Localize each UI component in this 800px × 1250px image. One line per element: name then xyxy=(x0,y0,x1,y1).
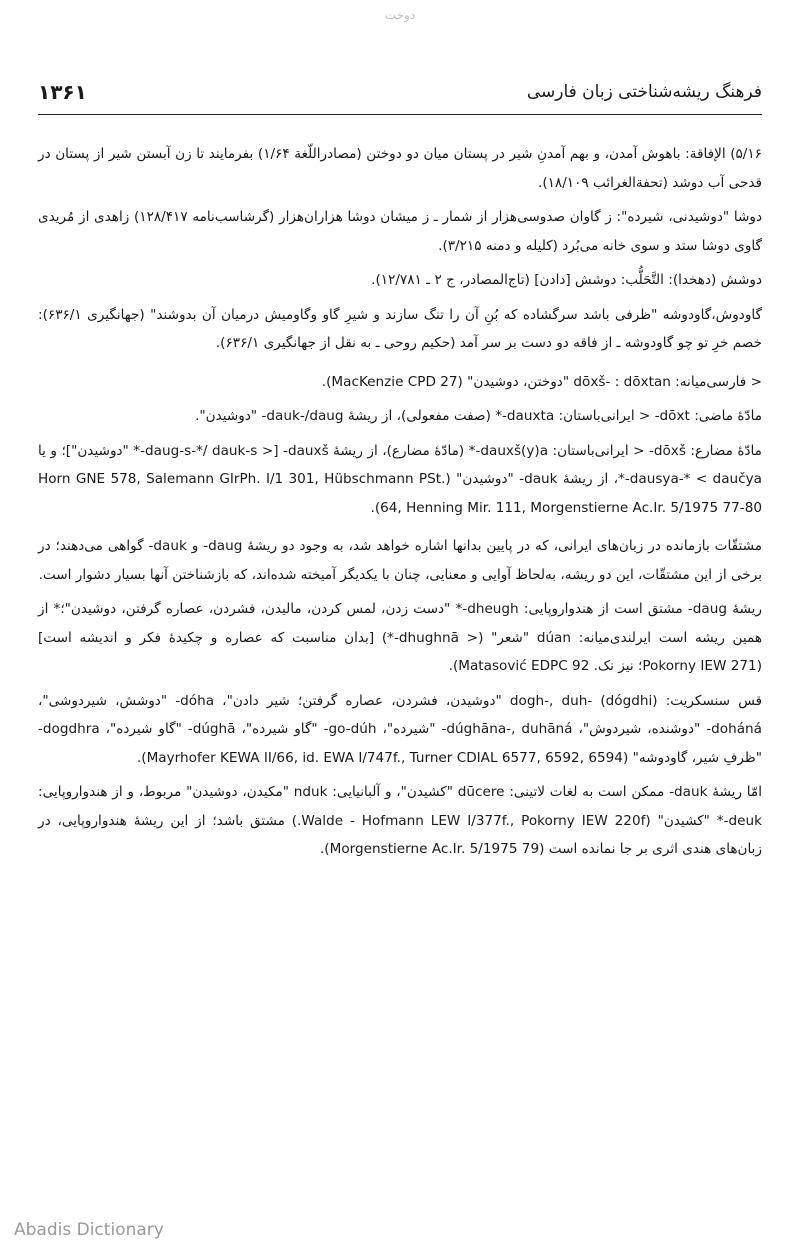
page-header xyxy=(38,80,762,106)
page-number: ۱۳۶۱ xyxy=(38,80,87,104)
running-title: فرهنگ ریشه‌شناختی زبان فارسی xyxy=(526,82,762,102)
dictionary-entry-body xyxy=(38,140,762,870)
entry-paragraph-derivatives: مشتقّات بازمانده در زبان‌های ایرانی، که در پایین بدانها اشاره خواهد شد، به وجود دو ریشهٔ daug- و dauk- گواهی می‌دهند؛ در برخی از این مشتقّات، این دو ریشه، به‌لحاظ آوایی و معنایی، چنان با یکدیگر آمیخته شده‌اند، که بازشناختن آنها بسیار دشوار است. xyxy=(38,538,762,583)
header-rule xyxy=(38,114,762,115)
entry-paragraph-dosha: دوشا "دوشیدنی، شیرده": ز گاوان صدوسی‌هزار از شمار ـ ز میشان دوشا هزاران‌هزار (گرشاسب‌نامه ۱۲۸/۴۱۷) زاهدی از مُریدی گاوی دوشا ستد و سوی خانه می‌بُرد (کلیله و دمنه ۳/۲۱۵). xyxy=(38,209,763,254)
top-watermark: دوخت xyxy=(384,8,416,22)
entry-paragraph-doshesh: دوشش (دهخدا): التَّحَلُّب: دوشش [دادن] (تاج‌المصادر، ج ۲ ـ ۱۲/۷۸۱). xyxy=(371,272,762,288)
entry-paragraph-present-stem: مادّهٔ مضارع: dōxš- < ایرانی‌باستان: dauxš(y)a-* (مادّهٔ مضارع)، از ریشهٔ dauxš- [< daug-s-*/ dauk-s-* "دوشیدن"]؛ و یا dausya-* < daučya-*، از ریشهٔ dauk- "دوشیدن" (Horn GNE 578, Salemann GIrPh. I/1 301, Hübschmann PSt. 64, Henning Mir. 111, Morgenstierne Ac.Ir. 5/1975 77-80). xyxy=(38,442,762,516)
entry-paragraph-gavdosh: گاودوش،گاودوشه "ظرفی باشد سرگشاده که بُنِ آن را تنگ سازند و شیرِ گاو وگاومیش درمیان آن بدوشند" (جهانگیری ۶۳۶/۱): خصم خرِ تو چو گاودوشه ـ از فاقه دو دست بر سر آمد (حکیم روحی ـ به نقل از جهانگیری ۶۳۶/۱). xyxy=(38,306,762,351)
entry-paragraph-past-stem: مادّهٔ ماضی: dōxt- < ایرانی‌باستان: dauxta-* (صفت مفعولی)، از ریشهٔ dauk-/daug- "دوشیدن". xyxy=(195,408,762,424)
entry-paragraph-dauk-root: امّا ریشهٔ dauk- ممکن است به لغات لاتینی: dūcere "کشیدن"، و آلبانیایی: nduk "مکیدن، دوشیدن" مربوط، و از هندواروپایی: deuk-* "کشیدن" (Walde - Hofmann LEW I/377f., Pokorny IEW 220f.) مشتق باشد؛ از این ریشهٔ هندواروپایی، در زبان‌های هندی اثری بر جا نمانده است (Morgenstierne Ac.Ir. 5/1975 79). xyxy=(38,784,762,857)
entry-paragraph-sanskrit: قس سنسکریت: dogh-, duh- (dógdhi) "دوشیدن، فشردن، عصاره گرفتن؛ شیر دادن"، dóha- "دوشش، شیردوشی"، doháná- "دوشنده، شیردوش"، dúghāna-, duhāná- "شیرده"، go-dúh- "گاو شیرده"، dúghā- "گاو شیرده"، dogdhra- "ظرفِ شیر، گاودوشه" (Mayrhofer KEWA II/66, id. EWA I/747f., Turner CDIAL 6577, 6592, 6594). xyxy=(38,692,763,766)
entry-paragraph-middle-persian: < فارسی‌میانه: dōxš- : dōxtan "دوختن، دوشیدن" (MacKenzie CPD 27). xyxy=(321,373,762,390)
entry-paragraph-1: ۵/۱۶) الإفاقة: باهوش آمدن، و بهم آمدنِ شیر در پستان میان دو دوختن (مصادراللّغة ۱/۶۴) بفرمایند تا زن آبستن شیر از پستان در قدحی آب دوشد (تحفةالغرائب ۱۸/۱۰۹). xyxy=(38,146,762,191)
site-watermark: Abadis Dictionary xyxy=(14,1220,164,1240)
entry-paragraph-indo-european: ریشهٔ daug- مشتق است از هندواروپایی: dheugh-* "دست زدن، لمس کردن، مالیدن، فشردن، عصاره گرفتن، دوشیدن"؛* از همین ریشه است ایرلندی‌میانه: dúan "شعر" (< dhughnā-*) [بدان مناسبت که عصاره و چکیدهٔ فکر و اندیشه است] (Pokorny IEW 271؛ نیز نک. Matasović EDPC 92). xyxy=(38,601,762,674)
